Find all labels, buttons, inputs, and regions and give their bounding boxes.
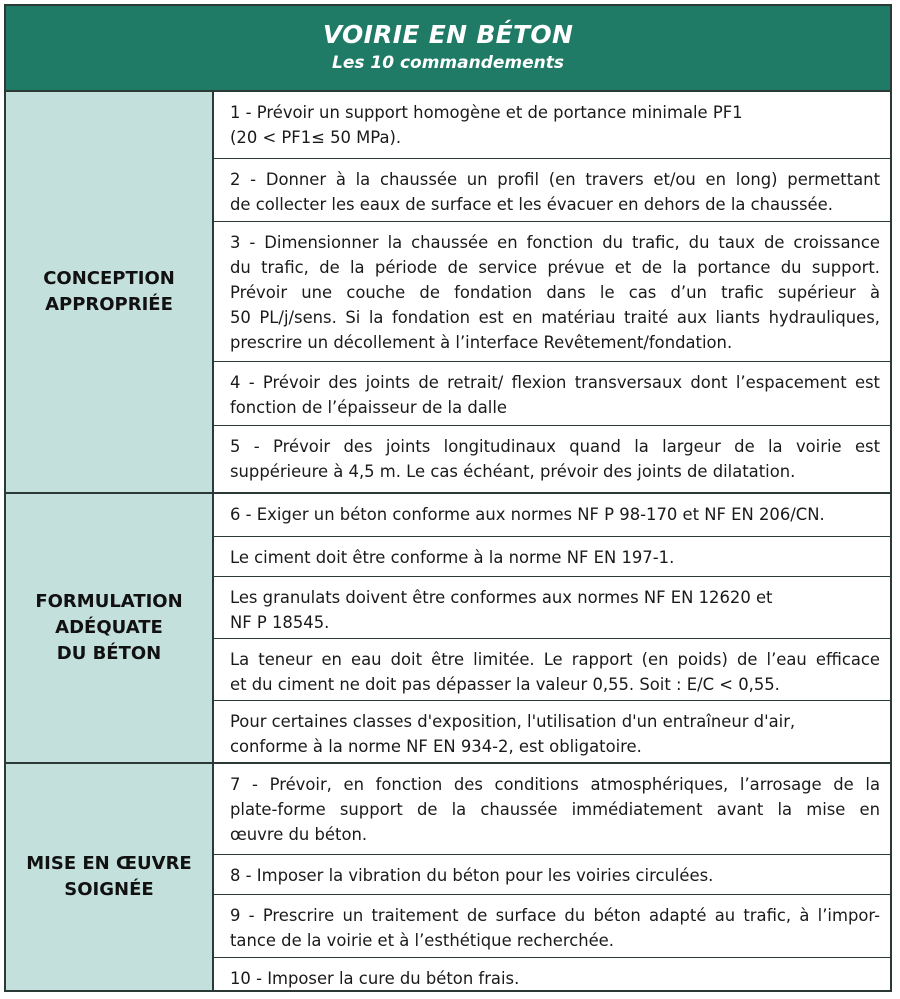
rule-item <box>214 638 890 700</box>
rule-line: 3 - Dimensionner la chaussée en fonction du trafic, du taux de croissance <box>230 233 880 252</box>
rule-item <box>214 221 890 361</box>
rule-item <box>214 425 890 492</box>
section-label <box>6 494 214 762</box>
rule-line: 7 - Prévoir, en fonction des conditions atmosphériques, l’arrosage de la <box>230 775 880 794</box>
rule-line: Les granulats doivent être conformes aux normes NF EN 12620 et <box>230 588 773 607</box>
rule-line: 8 - Imposer la vibration du béton pour les voiries circulées. <box>230 866 714 885</box>
rule-line: La teneur en eau doit être limitée. Le rapport (en poids) de l’eau efficace <box>230 650 880 669</box>
rule-item <box>214 361 890 425</box>
section-label <box>6 764 214 990</box>
rule-line: conforme à la norme NF EN 934-2, est obligatoire. <box>230 737 642 756</box>
table-subtitle: Les 10 commandements <box>331 53 565 73</box>
section-label-line: DU BÉTON <box>56 643 162 664</box>
rule-line: prescrire un décollement à l’interface Revêtement/fondation. <box>230 333 733 352</box>
rule-item <box>214 700 890 762</box>
rule-item <box>214 494 890 536</box>
rule-line: suppérieure à 4,5 m. Le cas échéant, prévoir des joints de dilatation. <box>230 462 796 481</box>
rule-item <box>214 158 890 221</box>
table-header <box>6 6 890 92</box>
rule-line: (20 < PF1≤ 50 MPa). <box>230 128 402 147</box>
rule-line: Pour certaines classes d'exposition, l'utilisation d'un entraîneur d'air, <box>230 712 796 731</box>
rule-line: et du ciment ne doit pas dépasser la valeur 0,55. Soit : E/C < 0,55. <box>230 675 780 694</box>
commandments-table <box>4 4 892 992</box>
rule-item <box>214 764 890 854</box>
section-label-line: APPROPRIÉE <box>45 294 173 315</box>
rule-line: NF P 18545. <box>230 613 330 632</box>
rule-line: œuvre du béton. <box>230 825 368 844</box>
section-label-line: FORMULATION <box>35 591 183 612</box>
rule-item <box>214 894 890 957</box>
rule-line: Le ciment doit être conforme à la norme NF EN 197-1. <box>230 548 675 567</box>
rule-line: 9 - Prescrire un traitement de surface du béton adapté au trafic, à l’impor- <box>230 906 880 925</box>
rule-line: 50 PL/j/sens. Si la fondation est en matériau traité aux liants hydrauliques, <box>230 308 880 327</box>
rule-line: Prévoir une couche de fondation dans le cas d’un trafic supérieur à <box>230 283 880 302</box>
rule-line: fonction de l’épaisseur de la dalle <box>230 398 508 417</box>
rule-line: 2 - Donner à la chaussée un profil (en travers et/ou en long) permettant <box>230 170 880 189</box>
section-label <box>6 92 214 492</box>
rule-line: du trafic, de la période de service prévue et de la portance du support. <box>230 258 880 277</box>
rule-item <box>214 854 890 894</box>
section-conception <box>6 92 890 492</box>
section-mise-en-oeuvre <box>6 762 890 990</box>
section-label-line: MISE EN ŒUVRE <box>26 853 192 874</box>
section-formulation <box>6 492 890 762</box>
rule-line: de collecter les eaux de surface et les évacuer en dehors de la chaussée. <box>230 195 833 214</box>
rule-item <box>214 576 890 638</box>
section-label-line: CONCEPTION <box>43 268 175 289</box>
rule-line: plate-forme support de la chaussée immédiatement avant la mise en <box>230 800 880 819</box>
rule-line: 10 - Imposer la cure du béton frais. <box>230 969 520 988</box>
rule-line: 6 - Exiger un béton conforme aux normes NF P 98-170 et NF EN 206/CN. <box>230 505 825 524</box>
rule-line: 5 - Prévoir des joints longitudinaux quand la largeur de la voirie est <box>230 437 880 456</box>
section-label-line: ADÉQUATE <box>55 617 163 638</box>
table-title: VOIRIE EN BÉTON <box>322 20 574 49</box>
rule-item <box>214 957 890 992</box>
section-label-line: SOIGNÉE <box>64 879 154 900</box>
rule-line: tance de la voirie et à l’esthétique recherchée. <box>230 931 614 950</box>
rule-line: 4 - Prévoir des joints de retrait/ flexion transversaux dont l’espacement est <box>230 373 880 392</box>
rule-line: 1 - Prévoir un support homogène et de portance minimale PF1 <box>230 103 743 122</box>
rule-item <box>214 536 890 576</box>
rule-item <box>214 92 890 158</box>
